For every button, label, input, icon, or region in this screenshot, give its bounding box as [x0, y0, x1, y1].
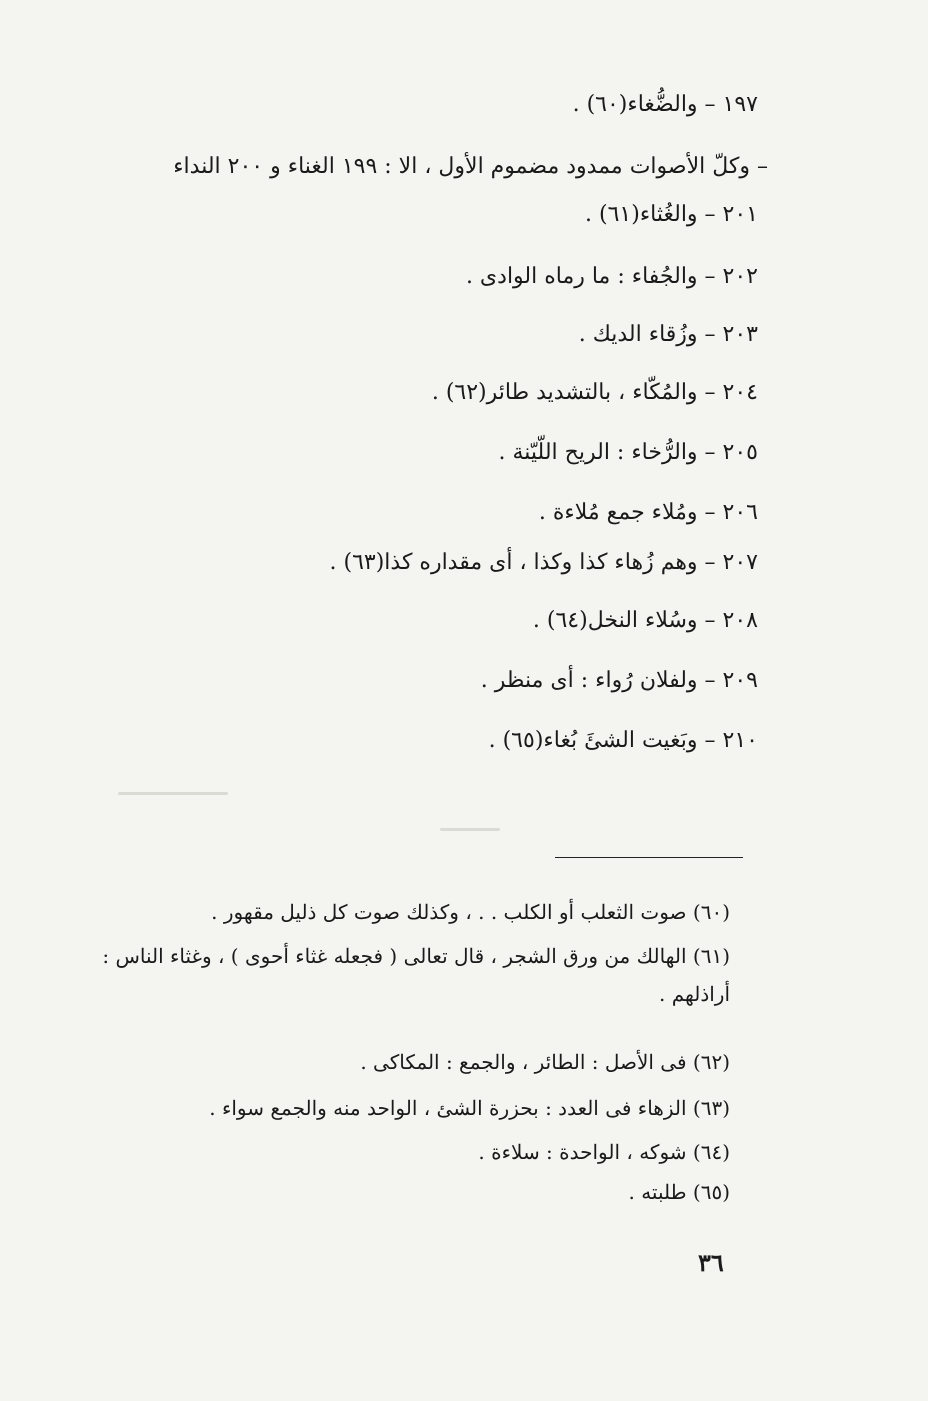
- footnote-61: (٦١) الهالك من ورق الشجر ، قال تعالى ( فجعله غثاء أحوى ) ، وغثاء الناس :: [102, 944, 730, 968]
- footnote-64: (٦٤) شوكه ، الواحدة : سلاءة .: [478, 1140, 730, 1164]
- footnote-61-continued: أراذلهم .: [658, 982, 730, 1006]
- entry-210: ٢١٠ – وبَغيت الشئَ بُغاء(٦٥) .: [488, 728, 758, 753]
- entry-197: ١٩٧ – والضُّغاء(٦٠) .: [572, 92, 758, 117]
- footnote-65: (٦٥) طلبته .: [628, 1180, 730, 1204]
- entry-203: ٢٠٣ – وزُقاء الديك .: [578, 322, 758, 347]
- footnote-63: (٦٣) الزهاء فى العدد : بحزرة الشئ ، الواحد منه والجمع سواء .: [209, 1096, 730, 1120]
- scan-smudge: [118, 792, 228, 795]
- entry-208: ٢٠٨ – وسُلاء النخل(٦٤) .: [532, 608, 758, 633]
- entry-206: ٢٠٦ – ومُلاء جمع مُلاءة .: [538, 500, 758, 525]
- entry-207: ٢٠٧ – وهم زُهاء كذا وكذا ، أى مقداره كذا(٦٣) .: [329, 550, 758, 575]
- entry-202: ٢٠٢ – والجُفاء : ما رماه الوادى .: [465, 264, 758, 289]
- entry-201: ٢٠١ – والغُثاء(٦١) .: [585, 202, 758, 227]
- footnote-62: (٦٢) فى الأصل : الطائر ، والجمع : المكاكى .: [360, 1050, 730, 1074]
- footnote-divider: [555, 857, 743, 858]
- footnote-60: (٦٠) صوت الثعلب أو الكلب . . ، وكذلك صوت كل ذليل مقهور .: [211, 900, 730, 924]
- entry-209: ٢٠٩ – ولفلان رُواء : أى منظر .: [480, 668, 758, 693]
- entry-204: ٢٠٤ – والمُكّاء ، بالتشديد طائر(٦٢) .: [431, 380, 758, 405]
- entry-note-voices: – وكلّ الأصوات ممدود مضموم الأول ، الا : ١٩٩ الغناء و ٢٠٠ النداء: [173, 154, 768, 179]
- page-number: ٣٦: [698, 1248, 724, 1277]
- entry-205: ٢٠٥ – والرُّخاء : الريح اللّيّنة .: [498, 440, 758, 465]
- scan-smudge: [440, 828, 500, 831]
